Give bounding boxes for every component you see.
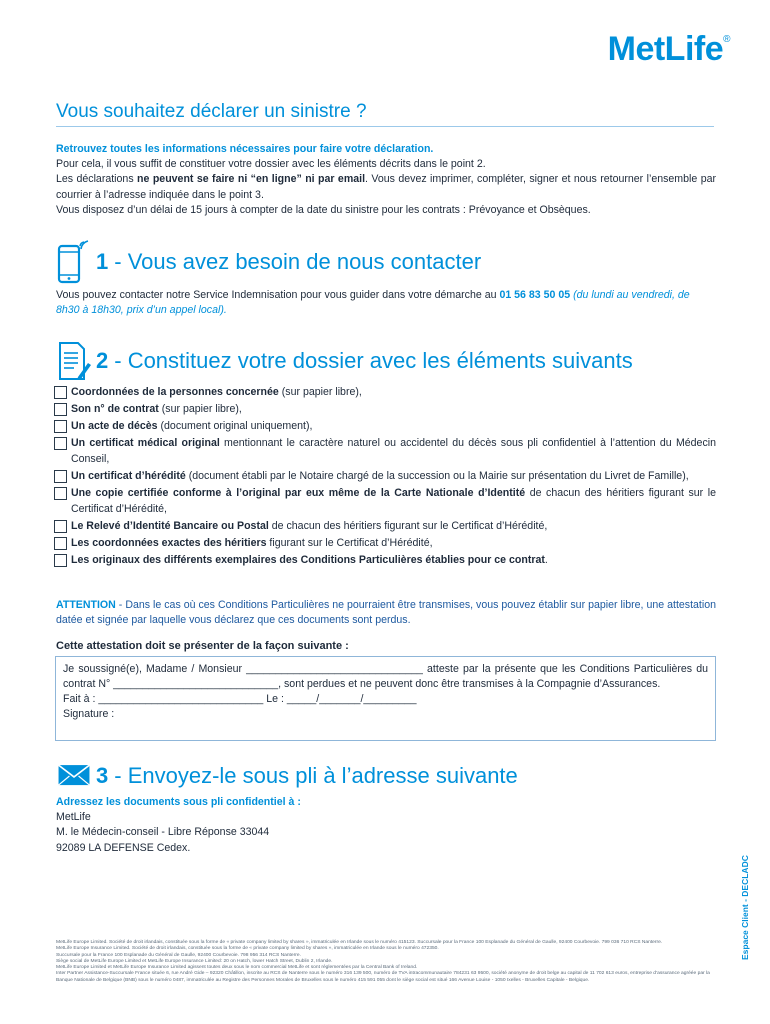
- address-line-3: 92089 LA DEFENSE Cedex.: [56, 841, 191, 854]
- page-title: Vous souhaitez déclarer un sinistre ?: [56, 101, 367, 122]
- list-item: Un certificat médical original mentionnant le caractère naturel ou accidentel du décès sous pli confidentiel à l’attention du Médecin Conseil,: [54, 436, 716, 467]
- checkbox[interactable]: [54, 420, 67, 433]
- attestation-line-3: Signature :: [63, 708, 115, 720]
- list-item: Son n° de contrat (sur papier libre),: [54, 402, 716, 418]
- checkbox[interactable]: [54, 470, 67, 483]
- list-item: Le Relevé d’Identité Bancaire ou Postal de chacun des héritiers figurant sur le Certificat d’Hérédité,: [54, 519, 716, 535]
- checkbox[interactable]: [54, 520, 67, 533]
- intro-block: [56, 142, 716, 218]
- phone-number: 01 56 83 50 05: [499, 289, 571, 301]
- section-3-title: - Envoyez-le sous pli à l’adresse suivante: [114, 763, 518, 788]
- footer-line: MetLife Europe Insurance Limited. Société de droit irlandais, constituée sous la forme de « private company limited by shares », immatriculée en Irlande sous le numéro 472350.: [56, 946, 439, 952]
- section-2-heading: [56, 339, 633, 383]
- intro-line-3: Vous disposez d’un délai de 15 jours à compter de la date du sinistre pour les contrats : Prévoyance et Obsèques.: [56, 203, 591, 216]
- intro-line-2: [56, 172, 716, 202]
- contact-text: [56, 288, 716, 318]
- section-2-number: 2: [96, 348, 109, 373]
- legal-footer: [56, 940, 714, 984]
- attention-text: - Dans le cas où ces Conditions Particulières ne pourraient être transmises, vous pouvez établir sur papier libre, une attestation datée et signée par laquelle vous déclarez que ces documents sont perdus.: [56, 599, 716, 627]
- contact-text-pre: Vous pouvez contacter notre Service Indemnisation pour vous guider dans votre démarche au: [56, 289, 500, 301]
- list-item: Coordonnées de la personnes concernée (sur papier libre),: [54, 385, 716, 401]
- checkbox[interactable]: [54, 537, 67, 550]
- side-label: Espace Client - DECLADC: [740, 855, 750, 960]
- attestation-title: Cette attestation doit se présenter de la façon suivante :: [56, 640, 349, 652]
- section-1-heading: [56, 240, 481, 284]
- attention-label: ATTENTION: [56, 599, 116, 611]
- intro-line-2-pre: Les déclarations: [56, 173, 138, 186]
- brand-name: MetLife: [607, 30, 724, 68]
- title-divider: [56, 126, 714, 127]
- intro-lead: Retrouvez toutes les informations nécessaires pour faire votre déclaration.: [56, 143, 434, 155]
- contact-hours: (du lundi au vendredi, de 8h30 à 18h30, prix d’un appel local).: [56, 289, 690, 317]
- footer-line: Inter Partner Assistance-Succursale France située 6, rue André Gide – 92320 Châtillon, inscrite au RCS de Nanterre sous le numéro 316 139 500, numéro de TVA intracommunautaire 784231 63 9500, société anonyme de droit belge au capital de 11 702 613 euros, entreprise d’assurance agréée par la Banque Nationale de Belgique (BNB) sous le numéro 0487, immatriculée au Registre des Personnes Morales de Bruxelles sous le numéro 415 591 055 dont le siège social est situé 166 Avenue Louise - 1050 Ixelles - Bruxelles Capitale - Belgique.: [56, 971, 710, 983]
- checkbox[interactable]: [54, 487, 67, 500]
- list-item: Les originaux des différents exemplaires des Conditions Particulières établies pour ce contrat.: [54, 553, 716, 569]
- registered-mark: ®: [723, 34, 730, 45]
- mailing-address: [56, 795, 301, 856]
- document-checklist-icon: [56, 339, 92, 383]
- section-1-number: 1: [96, 249, 109, 274]
- list-item: Un acte de décès (document original uniquement),: [54, 419, 716, 435]
- section-3-number: 3: [96, 763, 109, 788]
- attention-note: [56, 598, 716, 628]
- section-1-title: - Vous avez besoin de nous contacter: [114, 249, 482, 274]
- checkbox[interactable]: [54, 386, 67, 399]
- checkbox[interactable]: [54, 554, 67, 567]
- address-line-1: MetLife: [56, 811, 91, 824]
- footer-line: MetLife Europe Limited. Société de droit irlandais, constituée sous la forme de « private company limited by shares », immatriculée en Irlande sous le numéro 415123. Succursale pour la France 100 Esplanade du Général de Gaulle, 92400 Courbevoie. 799 036 710 RCS Nanterre.: [56, 940, 663, 945]
- section-2-title: - Constituez votre dossier avec les éléments suivants: [114, 348, 633, 373]
- intro-line-2-post: . Vous devez imprimer, compléter, signer et nous retourner l’ensemble par courrier à l’adresse indiquée dans le point 3.: [56, 173, 717, 201]
- intro-line-1: Pour cela, il vous suffit de constituer votre dossier avec les éléments décrits dans le point 2.: [56, 158, 486, 171]
- address-line-2: M. le Médecin-conseil - Libre Réponse 33044: [56, 826, 270, 839]
- attestation-box: [55, 656, 716, 741]
- mailing-address-label: Adressez les documents sous pli confidentiel à :: [56, 796, 301, 808]
- list-item: Une copie certifiée conforme à l’original par eux même de la Carte Nationale d’Identité de chacun des héritiers figurant sur le Certificat d’Hérédité,: [54, 486, 716, 517]
- metlife-logo: [608, 30, 730, 69]
- list-item: Un certificat d’hérédité (document établi par le Notaire chargé de la succession ou la Mairie sur présentation du Livret de Famille),: [54, 469, 716, 485]
- envelope-icon: [56, 756, 92, 796]
- mobile-phone-icon: [56, 240, 92, 284]
- attestation-line-1: Je soussigné(e), Madame / Monsieur ______________________________ atteste par la présente que les Conditions Particulières du contrat N° ____________________________, sont perdues et ne peuvent donc être transmises à la Compagnie d’Assurances.: [63, 663, 708, 690]
- documents-checklist: [54, 385, 716, 570]
- list-item: Les coordonnées exactes des héritiers figurant sur le Certificat d’Hérédité,: [54, 536, 716, 552]
- section-3-heading: [56, 756, 518, 796]
- attestation-line-2: Fait à : ____________________________ Le : _____/_______/_________: [63, 693, 417, 705]
- footer-line: MetLife Europe Limited et MetLife Europe Insurance Limited agissent toutes deux sous le nom commercial MetLife et sont réglementées par la Central Bank of Ireland.: [56, 965, 418, 971]
- checkbox[interactable]: [54, 403, 67, 416]
- intro-line-2-bold: ne peuvent se faire ni “en ligne” ni par email: [137, 173, 366, 186]
- footer-line: Succursale pour la France 100 Esplanade du Général de Gaulle, 92400 Courbevoie. 798 956 314 RCS Nanterre.: [56, 952, 301, 958]
- checkbox[interactable]: [54, 437, 67, 450]
- footer-line: Siège social de MetLife Europe Limited et MetLife Europe Insurance Limited: 20 on Hatch, lower Hatch Street, Dublin 2, Irlande.: [56, 958, 333, 964]
